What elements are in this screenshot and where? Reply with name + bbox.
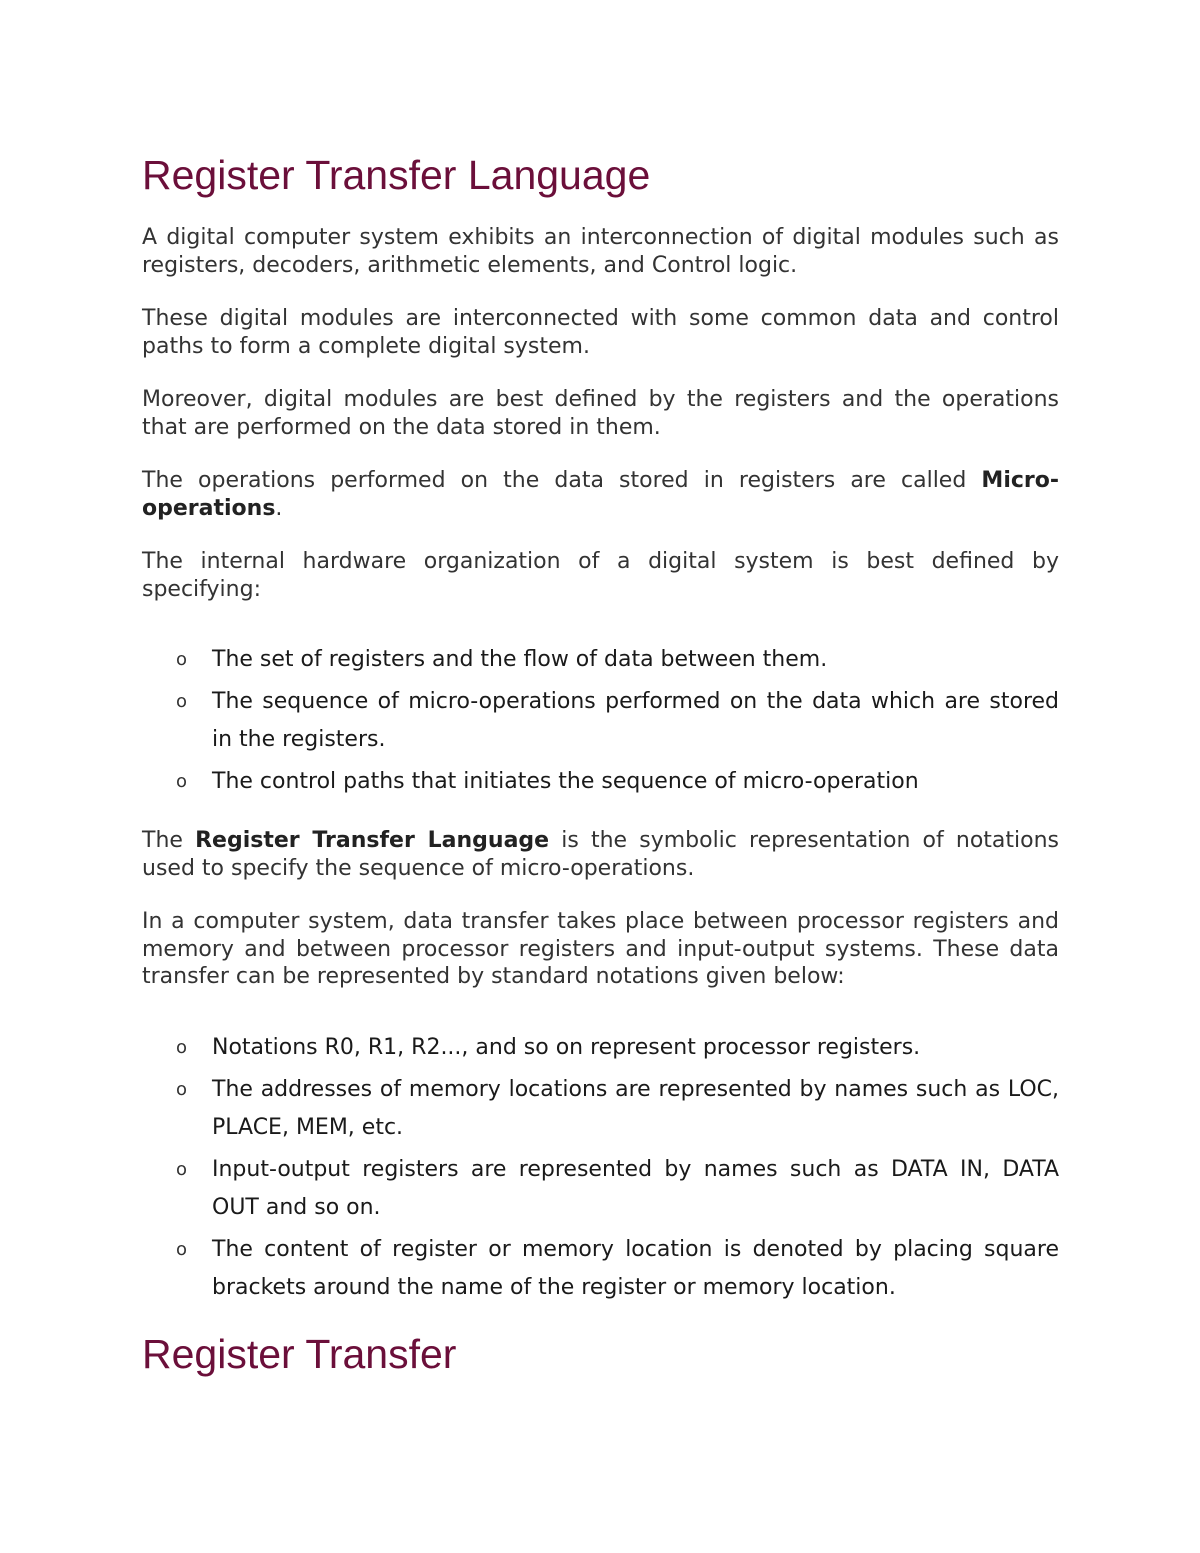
notation-list [142, 1029, 1059, 1307]
micro-ops-suffix: . [275, 495, 283, 521]
list-item: o The set of registers and the flow of data between them. [212, 641, 1059, 679]
paragraph-micro-operations [142, 467, 1059, 522]
list-item: o The addresses of memory locations are represented by names such as LOC, PLACE, MEM, etc. [212, 1071, 1059, 1147]
paragraph-moreover: Moreover, digital modules are best defined by the registers and the operations that are performed on the data stored in them. [142, 387, 1059, 440]
circle-bullet-icon: o [176, 691, 188, 712]
list-item: o The content of register or memory location is denoted by placing square brackets around the name of the register or memory location. [212, 1231, 1059, 1307]
list-item: o The control paths that initiates the sequence of micro-operation [212, 763, 1059, 801]
paragraph-intro: A digital computer system exhibits an interconnection of digital modules such as registers, decoders, arithmetic elements, and Control logic. [142, 225, 1059, 278]
list-item: o Input-output registers are represented by names such as DATA IN, DATA OUT and so on. [212, 1151, 1059, 1227]
rtl-term: Register Transfer Language [195, 828, 550, 853]
paragraph-data-transfer: In a computer system, data transfer takes place between processor registers and memory and between processor registers and input-output systems. These data transfer can be represented by standard notations given below: [142, 909, 1059, 989]
paragraph-interconnected: These digital modules are interconnected with some common data and control paths to form a complete digital system. [142, 306, 1059, 359]
specification-list [142, 641, 1059, 801]
circle-bullet-icon: o [176, 1078, 188, 1100]
rtl-prefix: The [142, 828, 196, 853]
circle-bullet-icon: o [176, 1036, 188, 1058]
circle-bullet-icon: o [176, 649, 188, 670]
circle-bullet-icon: o [176, 771, 188, 792]
rtl-suffix: is the symbolic representation of notations used to specify the sequence of micro-operations. [142, 828, 1060, 881]
document-page [142, 150, 1059, 1379]
list-item: o The sequence of micro-operations performed on the data which are stored in the registers. [212, 683, 1059, 759]
list-item: o Notations R0, R1, R2..., and so on represent processor registers. [212, 1029, 1059, 1067]
micro-ops-prefix: The operations performed on the data stored in registers are called [142, 468, 982, 493]
circle-bullet-icon: o [176, 1238, 188, 1260]
page-title: Register Transfer Language [142, 152, 651, 198]
section-title: Register Transfer [142, 1330, 457, 1377]
circle-bullet-icon: o [176, 1158, 188, 1180]
paragraph-rtl-definition [142, 827, 1059, 882]
micro-ops-term: Micro-operations [142, 468, 1059, 521]
paragraph-internal-org: The internal hardware organization of a digital system is best defined by specifying: [142, 549, 1059, 602]
